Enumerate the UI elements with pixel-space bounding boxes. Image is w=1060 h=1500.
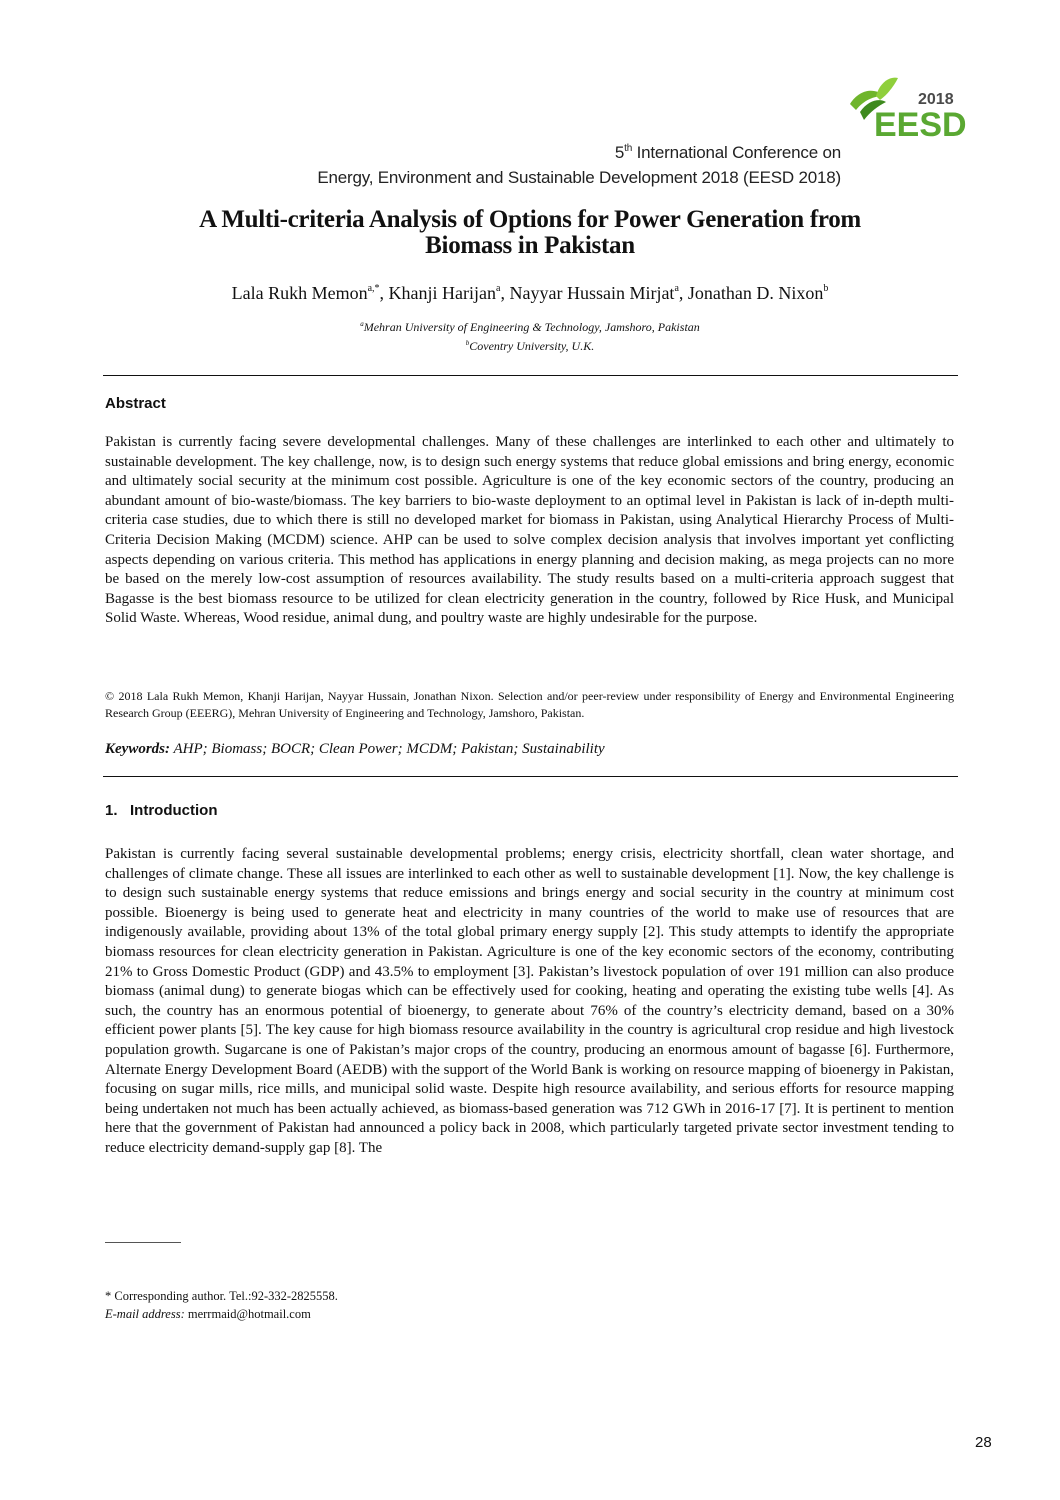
paper-title: A Multi-criteria Analysis of Options for Power Generation from Biomass in Pakistan — [199, 206, 861, 259]
corresponding-author-note: * Corresponding author. Tel.:92-332-2825558. — [105, 1289, 338, 1303]
email-note: E-mail address: merrmaid@hotmail.com — [105, 1307, 311, 1321]
eesd-2018-logo — [846, 74, 970, 138]
introduction-heading: 1. Introduction — [105, 802, 218, 819]
author: Nayyar Hussain Mirjat — [509, 283, 675, 303]
keywords — [105, 741, 605, 758]
keywords-list: AHP; Biomass; BOCR; Clean Power; MCDM; Pakistan; Sustainability — [173, 741, 605, 757]
affiliation-a: $^a$Mehran University of Engineering & Technology, Jamshoro, Pakistan — [360, 320, 700, 334]
conference-line-2: Energy, Environment and Sustainable Development 2018 (EESD 2018) — [317, 168, 841, 187]
footnote-divider — [105, 1242, 181, 1243]
author: Jonathan D. Nixon — [687, 283, 824, 303]
conference-line-1: 5th International Conference on — [614, 143, 841, 162]
author: Khanji Harijan — [388, 283, 497, 303]
author-list: Lala Rukh Memon$^{a,*}$, Khanji Harijan$^a$, Nayyar Hussain Mirjat$^a$, Jonathan D. Nixon$^b$ — [231, 283, 829, 303]
divider-top — [103, 375, 958, 376]
page-number: 28 — [975, 1434, 992, 1451]
svg-text:2018: 2018 — [918, 91, 954, 108]
abstract-heading: Abstract — [105, 395, 166, 412]
abstract-body: Pakistan is currently facing severe developmental challenges. Many of these challenges are interlinked to each other and ultimately to sustainable development. The key challenge, now, is to design such energy systems that reduce global emissions and bring energy, economic and ultimately social security at the minimum cost possible. Agriculture is one of the key economic sectors of the country, producing an abundant amount of bio-waste/biomass. The key barriers to bio-waste deployment to an optimal level in Pakistan is lack of in-depth multi-criteria case studies, due to which there is still no developed market for biomass in Pakistan, using Analytical Hierarchy Process of Multi-Criteria Decision Making (MCDM) science. AHP can be used to solve complex decision analysis that involves important yet conflicting aspects depending on various criteria. This method has applications in energy planning and decision making, as mega projects can no more be based on the merely low-cost assumption of resources availability. The study results based on a multi-criteria approach suggest that Bagasse is the best biomass resource to be utilized for clean electricity generation in the country, followed by Rice Husk, and Municipal Solid Waste. Whereas, Wood residue, animal dung, and poultry waste are highly undesirable for the purpose. — [105, 434, 954, 627]
copyright-notice: © 2018 Lala Rukh Memon, Khanji Harijan, Nayyar Hussain, Jonathan Nixon. Selection and/or peer-review under responsibility of Energy and Environmental Engineering Research Group (EEERG), Mehran University of Engineering and Technology, Jamshoro, Pakistan. — [105, 689, 954, 720]
keywords-label: Keywords: — [105, 741, 170, 757]
introduction-body: Pakistan is currently facing several sustainable developmental problems; energy crisis, electricity shortfall, clean water shortage, and challenges of climate change. These all issues are interlinked to each other as well to sustainable development [1]. Now, the key challenge is to design such sustainable energy systems that reduce emissions and brings energy and social security in the country at minimum cost possible. Bioenergy is being used to generate heat and electricity in many countries of the world to make use of resources that are indigenously available, providing about 13% of the total global primary energy supply [2]. This study attempts to identify the appropriate biomass resources for clean electricity generation in Pakistan. Agriculture is one of the key economic sectors of the economy, contributing 21% to Gross Domestic Product (GDP) and 43.5% to employment [3]. Pakistan’s livestock population of over 191 million can also produce biomass (animal dung) to generate biogas which can be effectively used for cooking, heating and operating the existing tube wells [4]. As such, the country has an enormous potential of bioenergy, to generate about 76% of the country’s electricity demand, based on a 30% efficient power plants [5]. The key cause for high biomass resource availability in the country is agricultural crop residue and high livestock population growth. Sugarcane is one of Pakistan’s major crops of the country, producing an enormous amount of bagasse [6]. Furthermore, Alternate Energy Development Board (AEDB) with the support of the World Bank is working on resource mapping of bioenergy in Pakistan, focusing on sugar mills, rice mills, and municipal solid waste. Despite high resource availability, and serious efforts for resource mapping being undertaken not much has been actually achieved, as biomass-based generation was 712 GWh in 2016-17 [7]. It is pertinent to mention here that the government of Pakistan had announced a policy back in 2008, which particularly targeted private sector investment tending to reduce electricity demand-supply gap [8]. The — [105, 846, 954, 1156]
svg-text:EESD: EESD — [874, 106, 967, 138]
divider-bottom — [103, 776, 958, 777]
email-address[interactable]: merrmaid@hotmail.com — [184, 1307, 311, 1321]
author: Lala Rukh Memon — [231, 283, 368, 303]
affiliation-b: $^b$Coventry University, U.K. — [465, 339, 595, 353]
leaf-icon — [846, 74, 970, 138]
